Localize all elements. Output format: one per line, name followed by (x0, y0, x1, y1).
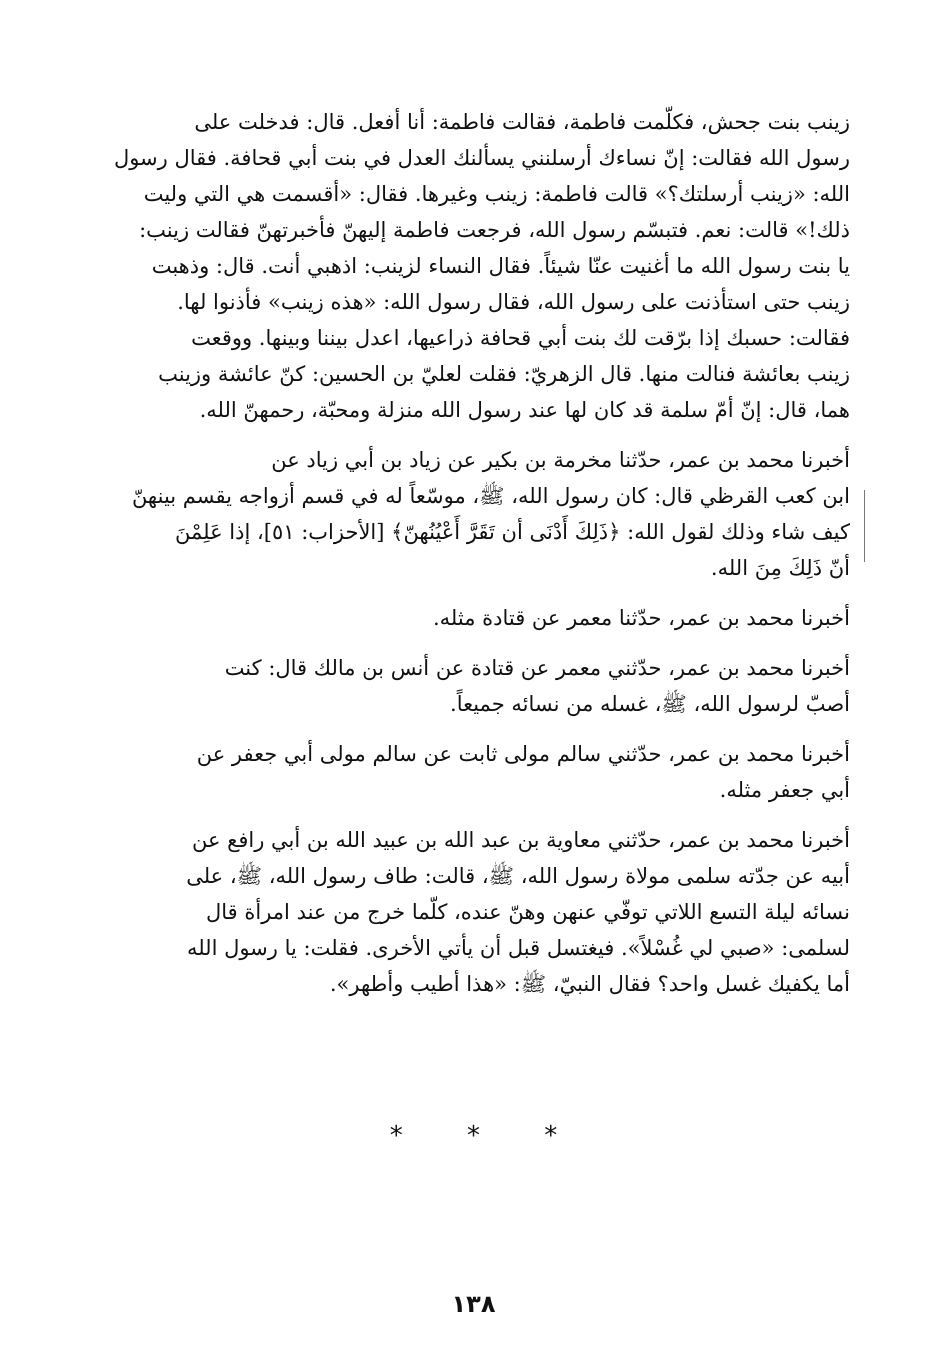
text-line: أصبّ لرسول الله، ﷺ، غسله من نسائه جميعاً. (450, 692, 850, 716)
text-line: لسلمى: «صبي لي غُسْلاً». فيغتسل قبل أن يأتي الأخرى. فقلت: يا رسول الله (186, 936, 850, 960)
text-line: أبي جعفر مثله. (719, 778, 850, 802)
text-line: رسول الله فقالت: إنّ نساءك أرسلنني يسألنك العدل في بنت أبي قحافة. فقال رسول (113, 146, 850, 170)
page-number: ١٣٨ (451, 1290, 496, 1318)
text-line: أما يكفيك غسل واحد؟ فقال النبيّ، ﷺ: «هذا أطيب وأطهر». (329, 972, 850, 996)
paragraph (108, 104, 850, 428)
paragraph (108, 442, 850, 586)
text-line: ذلك!» قالت: نعم. فتبسّم رسول الله، فرجعت فاطمة إليهنّ فأخبرتهنّ فقالت زينب: (139, 218, 850, 242)
text-line: فقالت: حسبك إذا برّقت لك بنت أبي قحافة ذراعيها، اعدل بيننا وبينها. ووقعت (191, 326, 850, 350)
text-line: زينب حتى استأذنت على رسول الله، فقال رسول الله: «هذه زينب» فأذنوا لها. (177, 290, 850, 314)
paragraph (108, 736, 850, 808)
text-line: أبيه عن جدّته سلمى مولاة رسول الله، ﷺ، قالت: طاف رسول الله، ﷺ، على (186, 864, 850, 888)
text-line: نسائه ليلة التسع اللاتي توفّي عنهن وهنّ عنده، كلّما خرج من عند امرأة قال (206, 900, 850, 924)
text-line: أخبرنا محمد بن عمر، حدّثني معاوية بن عبد الله بن عبيد الله بن أبي رافع عن (191, 828, 850, 852)
text-line: يا بنت رسول الله ما أغنيت عنّا شيئاً. فقال النساء لزينب: اذهبي أنت. قال: وذهبت (151, 254, 850, 278)
text-line: كيف شاء وذلك لقول الله: ﴿ذَلِكَ أَدْنَى أن تَقَرَّ أَعْيُنُهنّ﴾ [الأحزاب: ٥١]، إذا عَلِمْنَ (175, 520, 850, 544)
text-line: هما، قال: إنّ أمّ سلمة قد كان لها عند رسول الله منزلة ومحبّة، رحمهنّ الله. (199, 398, 850, 422)
text-line: أنّ ذَلِكَ مِنَ الله. (710, 556, 850, 580)
text-line: ابن كعب القرظي قال: كان رسول الله، ﷺ، موسّعاً له في قسم أزواجه يقسم بينهنّ (131, 484, 850, 508)
asterisk: * (467, 1121, 480, 1151)
text-line: أخبرنا محمد بن عمر، حدّثني معمر عن قتادة عن أنس بن مالك قال: كنت (224, 656, 850, 680)
text-line: زينب بنت جحش، فكلّمت فاطمة، فقالت فاطمة: أنا أفعل. قال: فدخلت على (194, 110, 850, 134)
text-line: أخبرنا محمد بن عمر، حدّثني سالم مولى ثابت عن سالم مولى أبي جعفر عن (196, 742, 850, 766)
text-line: الله: «زينب أرسلتك؟» قالت فاطمة: زينب وغيرها. فقال: «أقسمت هي التي وليت (143, 182, 850, 206)
text-line: أخبرنا محمد بن عمر، حدّثنا معمر عن قتادة مثله. (432, 606, 850, 630)
text-line: زينب بعائشة فنالت منها. قال الزهريّ: فقلت لعليّ بن الحسين: كنّ عائشة وزينب (158, 362, 850, 386)
margin-line (864, 490, 865, 562)
text-line: أخبرنا محمد بن عمر، حدّثنا مخرمة بن بكير عن زياد بن أبي زياد عن (271, 448, 850, 472)
section-separator (0, 1121, 947, 1151)
asterisk: * (544, 1121, 558, 1151)
page-body (108, 104, 850, 1016)
paragraph (108, 822, 850, 1002)
paragraph (108, 650, 850, 722)
paragraph (108, 600, 850, 636)
asterisk: * (389, 1121, 403, 1151)
